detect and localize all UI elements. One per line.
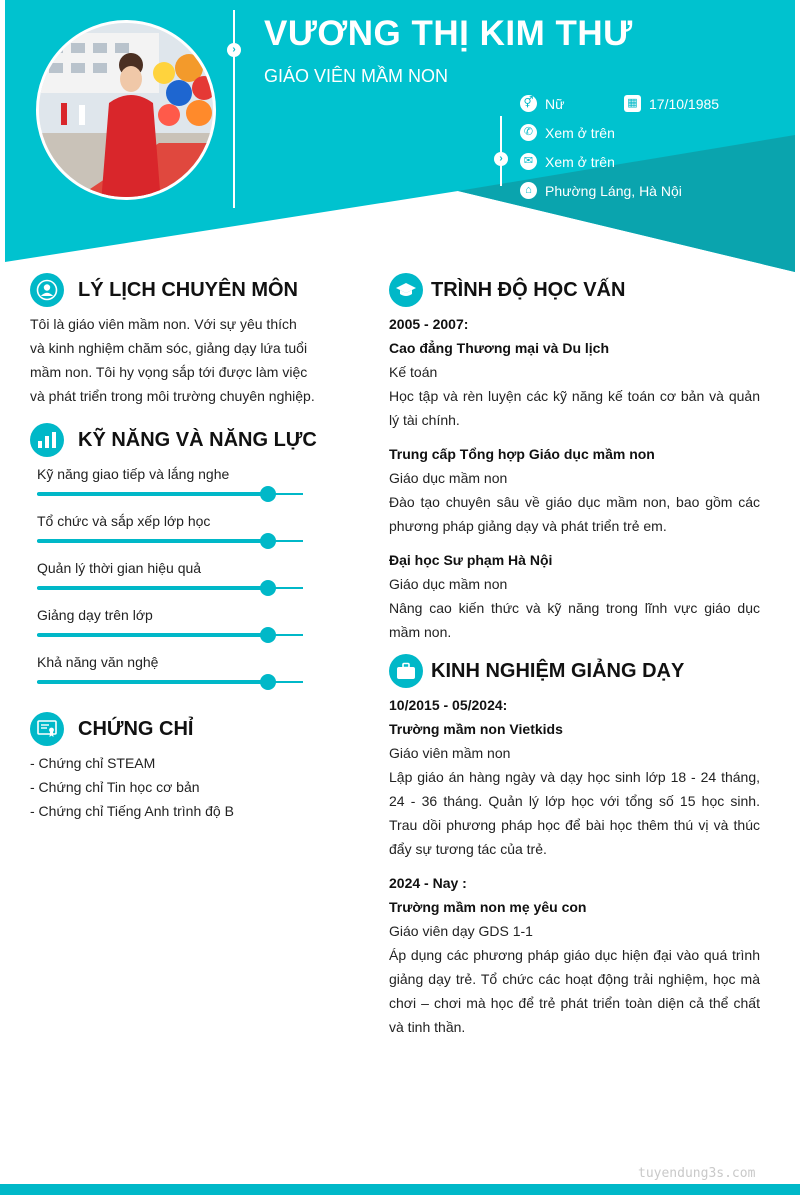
certificates-title: CHỨNG CHỈ bbox=[78, 717, 194, 740]
footer-bar bbox=[0, 1184, 800, 1195]
profile-photo bbox=[36, 20, 216, 200]
gender-icon: ⚥ bbox=[520, 95, 537, 112]
birthdate-text: 17/10/1985 bbox=[649, 95, 720, 112]
skill-label: Giảng dạy trên lớp bbox=[37, 607, 153, 623]
education-entry bbox=[389, 442, 760, 538]
job-title: GIÁO VIÊN MẦM NON bbox=[264, 66, 449, 86]
bar-chart-icon bbox=[30, 423, 64, 457]
watermark: tuyendung3s.com bbox=[638, 1166, 756, 1181]
section-title-skills bbox=[30, 423, 317, 457]
skill-knob bbox=[260, 533, 276, 549]
certificate-item: - Chứng chỉ Tiếng Anh trình độ B bbox=[30, 803, 234, 819]
skill-bar-fill bbox=[37, 586, 268, 590]
skill-label: Tổ chức và sắp xếp lớp học bbox=[37, 513, 211, 529]
skill-bar-fill bbox=[37, 492, 268, 496]
experience-entry bbox=[389, 693, 760, 861]
education-major: Giáo dục mầm non bbox=[389, 470, 508, 486]
contact-divider bbox=[500, 116, 502, 186]
header-banner bbox=[0, 0, 800, 290]
experience-desc: Áp dụng các phương pháp giáo dục hiện đại vào quá trình giảng dạy trẻ. Tổ chức các hoạt động trải nghiệm, học mà chơi – chơi mà học để trẻ phát triển toàn diện cả thể chất và tinh thần. bbox=[389, 947, 760, 1035]
education-desc: Nâng cao kiến thức và kỹ năng trong lĩnh vực giáo dục mầm non. bbox=[389, 600, 760, 640]
experience-desc: Lập giáo án hàng ngày và dạy học sinh lớp 18 - 24 tháng, 24 - 36 tháng. Quản lý lớp học với tổng số 15 học sinh. Trau dồi phương pháp học để bài học thêm thú vị và thúc đẩy sự tương tác của trẻ. bbox=[389, 769, 760, 857]
phone-text: Xem ở trên bbox=[545, 124, 615, 141]
experience-position: Giáo viên dạy GDS 1-1 bbox=[389, 923, 533, 939]
skill-knob bbox=[260, 627, 276, 643]
experience-period: 10/2015 - 05/2024: bbox=[389, 697, 508, 713]
skill-bar-fill bbox=[37, 633, 268, 637]
experience-company: Trường mầm non Vietkids bbox=[389, 721, 563, 737]
address-text: Phường Láng, Hà Nội bbox=[545, 182, 682, 199]
skill-bar-fill bbox=[37, 539, 268, 543]
education-desc: Học tập và rèn luyện các kỹ năng kế toán cơ bản và quản lý tài chính. bbox=[389, 388, 760, 428]
header-divider bbox=[233, 10, 235, 208]
profile-title: LÝ LỊCH CHUYÊN MÔN bbox=[78, 278, 298, 301]
email-text: Xem ở trên bbox=[545, 153, 615, 170]
skill-knob bbox=[260, 674, 276, 690]
chevron-right-icon: › bbox=[227, 43, 241, 57]
certificate-list bbox=[30, 751, 315, 823]
candidate-name: VƯƠNG THỊ KIM THƯ bbox=[264, 14, 633, 53]
birthdate-info bbox=[624, 95, 719, 112]
education-school: Trung cấp Tổng hợp Giáo dục mầm non bbox=[389, 446, 655, 462]
section-title-education bbox=[389, 273, 625, 307]
skill-knob bbox=[260, 486, 276, 502]
experience-entry bbox=[389, 871, 760, 1039]
email-info bbox=[520, 153, 615, 170]
experience-company: Trường mầm non mẹ yêu con bbox=[389, 899, 587, 915]
gender-text: Nữ bbox=[545, 95, 565, 112]
briefcase-icon bbox=[389, 654, 423, 688]
experience-period: 2024 - Nay : bbox=[389, 875, 467, 891]
education-entry bbox=[389, 312, 760, 432]
education-school: Cao đẳng Thương mại và Du lịch bbox=[389, 340, 610, 356]
skills-title: KỸ NĂNG VÀ NĂNG LỰC bbox=[78, 428, 317, 451]
experience-position: Giáo viên mầm non bbox=[389, 745, 511, 761]
skill-bar-fill bbox=[37, 680, 268, 684]
skill-label: Quản lý thời gian hiệu quả bbox=[37, 560, 202, 576]
graduation-cap-icon bbox=[389, 273, 423, 307]
skill-label: Kỹ năng giao tiếp và lắng nghe bbox=[37, 466, 230, 482]
education-school: Đại học Sư phạm Hà Nội bbox=[389, 552, 553, 568]
user-icon bbox=[30, 273, 64, 307]
experience-title: KINH NGHIỆM GIẢNG DẠY bbox=[431, 659, 685, 682]
phone-icon: ✆ bbox=[520, 124, 537, 141]
phone-info bbox=[520, 124, 615, 141]
address-info bbox=[520, 182, 682, 199]
education-desc: Đào tạo chuyên sâu về giáo dục mầm non, bao gồm các phương pháp giảng dạy và phát triển trẻ em. bbox=[389, 494, 760, 534]
certificate-item: - Chứng chỉ STEAM bbox=[30, 755, 156, 771]
education-major: Giáo dục mầm non bbox=[389, 576, 508, 592]
education-major: Kế toán bbox=[389, 364, 438, 380]
calendar-icon: ▦ bbox=[624, 95, 641, 112]
certificate-item: - Chứng chỉ Tin học cơ bản bbox=[30, 779, 200, 795]
education-entry bbox=[389, 548, 760, 644]
skill-knob bbox=[260, 580, 276, 596]
skill-label: Khả năng văn nghệ bbox=[37, 654, 159, 670]
section-title-experience bbox=[389, 654, 684, 688]
gender-info bbox=[520, 95, 564, 112]
chevron-right-icon: › bbox=[494, 152, 508, 166]
certificate-icon bbox=[30, 712, 64, 746]
section-title-profile bbox=[30, 273, 298, 307]
education-title: TRÌNH ĐỘ HỌC VẤN bbox=[431, 278, 626, 301]
home-icon: ⌂ bbox=[520, 182, 537, 199]
profile-text: Tôi là giáo viên mầm non. Với sự yêu thích và kinh nghiệm chăm sóc, giảng dạy lứa tuổi mầm non. Tôi hy vọng sắp tới được làm việc và phát triển trong môi trường chuyên nghiệp. bbox=[30, 316, 315, 404]
envelope-icon: ✉ bbox=[520, 153, 537, 170]
section-title-certificates bbox=[30, 712, 193, 746]
education-period: 2005 - 2007: bbox=[389, 316, 469, 332]
